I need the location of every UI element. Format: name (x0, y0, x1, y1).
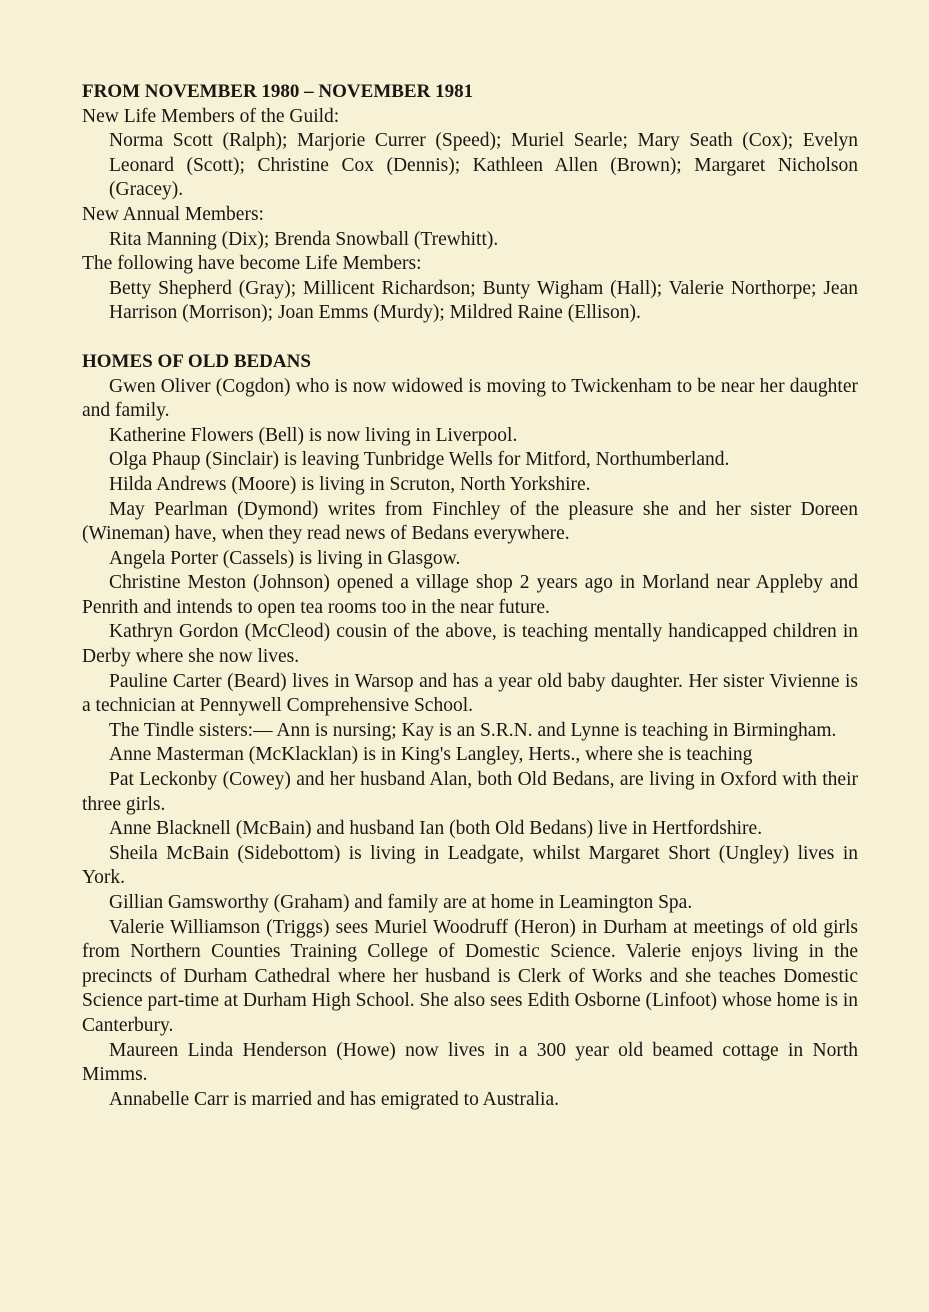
section-gap (82, 326, 858, 350)
news-paragraph: Kathryn Gordon (McCleod) cousin of the above, is teaching mentally handicapped children in Derby where she now lives. (82, 621, 858, 668)
life-members-list: Norma Scott (Ralph); Marjorie Currer (Speed); Muriel Searle; Mary Seath (Cox); Evelyn Leonard (Scott); Christine Cox (Dennis); Kathleen Allen (Brown); Margaret Nicholson (Gracey). (109, 130, 858, 201)
life-members-label: New Life Members of the Guild: (82, 105, 340, 127)
news-paragraph: Katherine Flowers (Bell) is now living in Liverpool. (109, 424, 518, 446)
news-paragraph: Olga Phaup (Sinclair) is leaving Tunbridge Wells for Mitford, Northumberland. (109, 449, 730, 471)
news-paragraph: May Pearlman (Dymond) writes from Finchley of the pleasure she and her sister Doreen (Wineman) have, when they read news of Bedans everywhere. (82, 498, 858, 545)
news-paragraph: Anne Masterman (McKlacklan) is in King's Langley, Herts., where she is teaching (109, 744, 753, 766)
news-paragraph: Gwen Oliver (Cogdon) who is now widowed is moving to Twickenham to be near her daughter and family. (82, 375, 858, 422)
news-paragraph: Anne Blacknell (McBain) and husband Ian (both Old Bedans) live in Hertfordshire. (109, 818, 763, 840)
news-paragraph: Angela Porter (Cassels) is living in Glasgow. (109, 547, 461, 569)
section-heading-1980-1981: FROM NOVEMBER 1980 – NOVEMBER 1981 (82, 81, 474, 102)
became-life-members-label: The following have become Life Members: (82, 253, 422, 275)
news-paragraph: Gillian Gamsworthy (Graham) and family are at home in Leamington Spa. (109, 892, 693, 913)
news-paragraph: The Tindle sisters:— Ann is nursing; Kay is an S.R.N. and Lynne is teaching in Birmingham. (109, 719, 837, 741)
annual-members-list: Rita Manning (Dix); Brenda Snowball (Trewhitt). (109, 228, 499, 250)
news-paragraph: Maureen Linda Henderson (Howe) now lives in a 300 year old beamed cottage in North Mimms. (82, 1039, 858, 1086)
news-paragraph: Pat Leckonby (Cowey) and her husband Alan, both Old Bedans, are living in Oxford with their three girls. (82, 769, 858, 815)
news-paragraph: Annabelle Carr is married and has emigrated to Australia. (109, 1088, 559, 1110)
news-paragraph: Hilda Andrews (Moore) is living in Scruton, North Yorkshire. (109, 473, 591, 495)
annual-members-label: New Annual Members: (82, 203, 264, 225)
news-paragraph: Christine Meston (Johnson) opened a village shop 2 years ago in Morland near Appleby and Penrith and intends to open tea rooms too in the near future. (82, 572, 858, 618)
news-paragraph: Valerie Williamson (Triggs) sees Muriel Woodruff (Heron) in Durham at meetings of old girls from Northern Counties Training College of Domestic Science. Valerie enjoys living in the precincts of Durham Cathedral where her husband is Clerk of Works and she teaches Domestic Science part-time at Durham High School. She also sees Edith Osborne (Linfoot) whose home is in Canterbury. (82, 916, 858, 1036)
news-paragraph: Pauline Carter (Beard) lives in Warsop and has a year old baby daughter. Her sister Vivienne is a technician at Pennywell Comprehensive School. (82, 670, 858, 717)
document-page (82, 80, 858, 1112)
became-life-members-list: Betty Shepherd (Gray); Millicent Richardson; Bunty Wigham (Hall); Valerie Northorpe; Jean Harrison (Morrison); Joan Emms (Murdy); Mildred Raine (Ellison). (109, 277, 858, 324)
news-paragraph: Sheila McBain (Sidebottom) is living in Leadgate, whilst Margaret Short (Ungley) lives in York. (82, 842, 858, 889)
section-heading-homes: HOMES OF OLD BEDANS (82, 350, 311, 372)
